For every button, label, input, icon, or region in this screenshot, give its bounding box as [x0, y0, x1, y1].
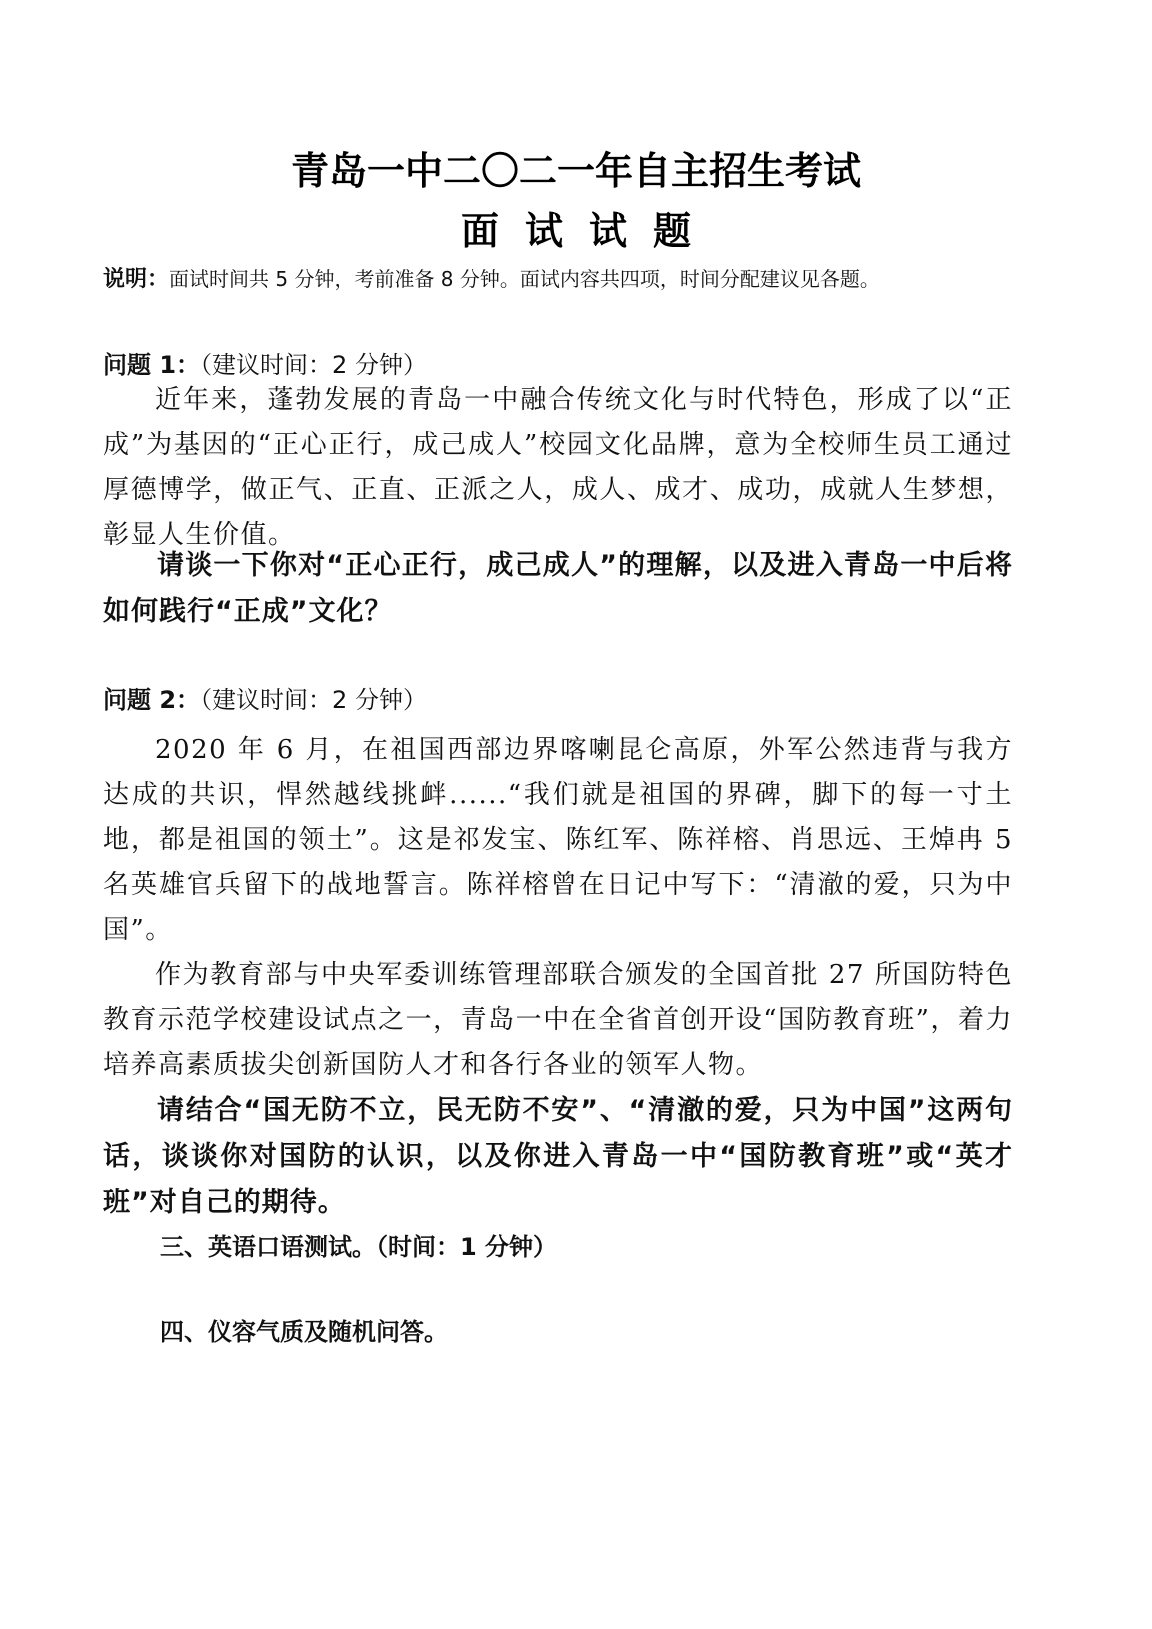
question-1-paragraph: 近年来，蓬勃发展的青岛一中融合传统文化与时代特色，形成了以“正成”为基因的“正心正行，成己成人”校园文化品牌，意为全校师生员工通过厚德博学，做正气、正直、正派之人，成人、成才、成功，成就人生梦想，彰显人生价值。 — [103, 385, 1013, 550]
section-4-appearance-qa: 四、仪容气质及随机问答。 — [160, 1318, 448, 1346]
section-3-english-oral: 三、英语口语测试。（时间：1 分钟） — [160, 1233, 558, 1261]
document-title: 青岛一中二〇二一年自主招生考试 — [290, 149, 861, 193]
question-1-time: （建议时间：2 分钟） — [200, 351, 427, 379]
question-1-label: 问题 1： — [103, 351, 201, 379]
question-1-prompt: 请谈一下你对“正心正行，成己成人”的理解，以及进入青岛一中后将如何践行“正成”文化？ — [103, 550, 1013, 627]
question-2-paragraph-1: 2020 年 6 月，在祖国西部边界喀喇昆仑高原，外军公然违背与我方达成的共识，悍然越线挑衅......“我们就是祖国的界碑，脚下的每一寸土地，都是祖国的领土”。这是祁发宝、陈红军、陈祥榕、肖思远、王焯冉 5 名英雄官兵留下的战地誓言。陈祥榕曾在日记中写下：“清澈的爱，只为中国”。 — [103, 735, 1013, 945]
question-2-label: 问题 2： — [103, 686, 201, 714]
question-2-prompt: 请结合“国无防不立，民无防不安”、“清澈的爱，只为中国”这两句话，谈谈你对国防的认识，以及你进入青岛一中“国防教育班”或“英才班”对自己的期待。 — [103, 1095, 1013, 1218]
question-2-time: （建议时间：2 分钟） — [200, 686, 427, 714]
instructions-label: 说明： — [103, 267, 170, 292]
document-subtitle: 面试试题 — [460, 209, 717, 253]
instructions-text: 面试时间共 5 分钟，考前准备 8 分钟。面试内容共四项，时间分配建议见各题。 — [169, 267, 880, 291]
instructions — [103, 262, 880, 293]
question-2-heading — [103, 680, 427, 715]
question-2-paragraph-2: 作为教育部与中央军委训练管理部联合颁发的全国首批 27 所国防特色教育示范学校建设试点之一，青岛一中在全省首创开设“国防教育班”，着力培养高素质拔尖创新国防人才和各行各业的领军人物。 — [103, 960, 1013, 1080]
question-1-heading — [103, 345, 427, 380]
